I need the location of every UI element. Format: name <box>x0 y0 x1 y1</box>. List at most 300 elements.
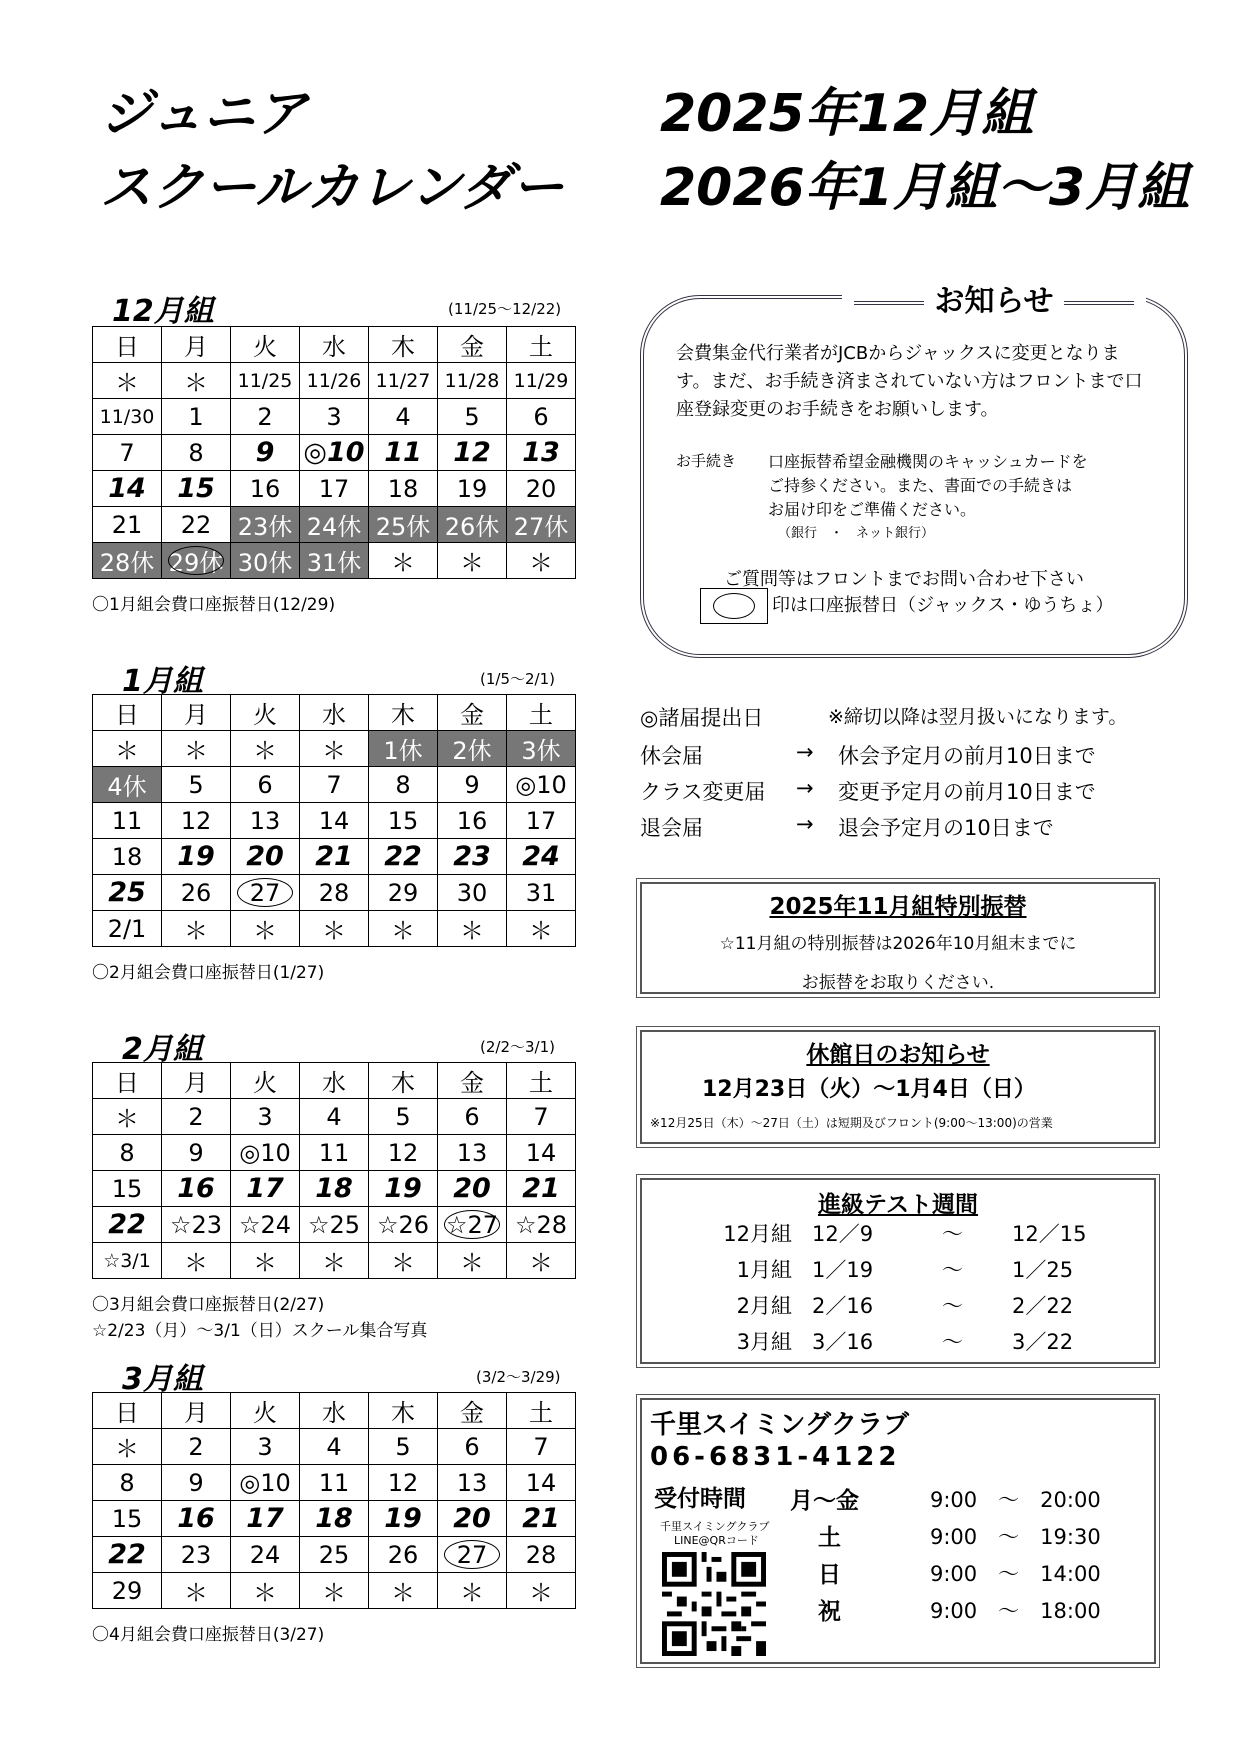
day-label: ＊ <box>253 737 277 765</box>
day-label: 20 <box>453 1503 491 1534</box>
day-label: 18 <box>315 1173 353 1204</box>
day-cell <box>300 803 369 839</box>
weekday-cell: 水 <box>300 695 369 731</box>
week-row <box>93 1501 576 1537</box>
day-label: ＊ <box>253 1249 277 1277</box>
transfer-day-oval <box>444 1210 500 1239</box>
day-cell <box>162 1099 231 1135</box>
day-cell <box>300 1135 369 1171</box>
day-label: 8 <box>119 1138 135 1167</box>
week-row <box>93 1099 576 1135</box>
cal-2-note-2: ☆2/23（月）～3/1（日）スクール集合写真 <box>92 1321 428 1341</box>
filing-arrow: → <box>796 776 814 800</box>
day-cell <box>369 1243 438 1279</box>
day-label: 24 <box>522 841 560 872</box>
day-cell <box>369 471 438 507</box>
day-cell <box>162 1243 231 1279</box>
week-row <box>93 1429 576 1465</box>
day-label: 21 <box>522 1173 560 1204</box>
test-to: 3／22 <box>1012 1330 1074 1354</box>
day-cell <box>438 731 507 767</box>
weekday-cell: 日 <box>93 695 162 731</box>
day-cell <box>369 731 438 767</box>
calendar-january <box>92 694 576 947</box>
transfer-day-oval <box>168 546 224 575</box>
day-label: 15 <box>111 1174 143 1203</box>
weekday-cell: 土 <box>507 1063 576 1099</box>
day-cell <box>162 363 231 399</box>
day-cell <box>231 767 300 803</box>
club-name: 千里スイミングクラブ <box>650 1410 909 1440</box>
weekday-cell: 木 <box>369 327 438 363</box>
mark-oval-sample <box>700 588 768 624</box>
test-sep: ～ <box>942 1222 963 1246</box>
notice-body: 会費集金代行業者がJCBからジャックスに変更となります。まだ、お手続き済まされていない方はフロントまで口座登録変更のお手続きをお願いします。 <box>676 343 1143 420</box>
day-label: 21 <box>315 841 353 872</box>
day-cell <box>162 1207 231 1243</box>
day-cell <box>93 543 162 579</box>
weekday-cell: 火 <box>231 1063 300 1099</box>
day-label: ＊ <box>184 1249 208 1277</box>
test-group: 2月組 <box>736 1294 792 1318</box>
day-cell <box>93 1501 162 1537</box>
test-to: 1／25 <box>1012 1258 1074 1282</box>
week-row <box>93 1135 576 1171</box>
day-cell <box>369 543 438 579</box>
day-label: 28 <box>318 878 350 907</box>
day-cell <box>438 1171 507 1207</box>
day-label: 17 <box>318 474 350 503</box>
day-cell <box>93 363 162 399</box>
cal-2-title: 2月組 <box>122 1032 203 1067</box>
notice-proc-label: お手続き <box>676 452 737 470</box>
day-label: ＊ <box>115 1105 139 1133</box>
day-cell <box>162 731 231 767</box>
day-label: 7 <box>533 1102 549 1131</box>
day-label: ＊ <box>322 737 346 765</box>
day-label: ＊ <box>184 917 208 945</box>
day-cell <box>93 1429 162 1465</box>
day-cell <box>231 1537 300 1573</box>
special-transfer-box <box>640 882 1156 994</box>
day-label: 21 <box>111 510 143 539</box>
day-cell <box>507 731 576 767</box>
day-label: ＊ <box>391 917 415 945</box>
day-label: 13 <box>456 1468 488 1497</box>
day-cell <box>507 1429 576 1465</box>
day-cell <box>300 1429 369 1465</box>
weekday-cell: 日 <box>93 327 162 363</box>
day-cell <box>231 1243 300 1279</box>
day-label: ＊ <box>460 1579 484 1607</box>
day-cell <box>162 399 231 435</box>
hours-time: 9:00 ～ 19:30 <box>930 1525 1101 1549</box>
weekday-row <box>93 1063 576 1099</box>
day-cell <box>300 1243 369 1279</box>
day-cell <box>507 543 576 579</box>
day-label: 11/29 <box>513 369 569 392</box>
day-label: 8 <box>119 1468 135 1497</box>
day-cell <box>438 435 507 471</box>
line-qr-code-icon[interactable] <box>662 1552 766 1656</box>
day-label: ＊ <box>391 549 415 577</box>
day-label: 2 <box>188 1432 204 1461</box>
weekday-cell: 水 <box>300 327 369 363</box>
day-cell <box>438 1465 507 1501</box>
day-label: 9 <box>255 437 275 468</box>
day-label: 27 <box>456 1540 488 1569</box>
day-label: 11 <box>318 1468 350 1497</box>
day-label: 16 <box>177 1173 215 1204</box>
title-left-line1: ジュニア <box>100 84 307 144</box>
closed-title: 休館日のお知らせ <box>806 1042 990 1068</box>
day-cell <box>369 1501 438 1537</box>
hours-day: 日 <box>818 1562 841 1588</box>
day-label: 22 <box>384 841 422 872</box>
notice-proc-3: お届け印をご準備ください。 <box>768 500 977 519</box>
day-cell <box>93 1135 162 1171</box>
day-cell <box>369 1171 438 1207</box>
day-cell <box>162 1537 231 1573</box>
day-cell <box>507 471 576 507</box>
day-cell <box>438 507 507 543</box>
club-phone: 06-6831-4122 <box>650 1442 901 1472</box>
hours-label: 受付時間 <box>654 1486 746 1512</box>
day-cell <box>162 839 231 875</box>
day-label: 13 <box>249 806 281 835</box>
closed-note: ※12月25日（木）～27日（土）は短期及びフロント(9:00～13:00)の営業 <box>650 1116 1053 1130</box>
day-label: ＊ <box>529 1579 553 1607</box>
qr-label-1: 千里スイミングクラブ <box>660 1520 770 1533</box>
special-line1: ☆11月組の特別振替は2026年10月組末までに <box>719 934 1077 954</box>
day-label: 5 <box>395 1432 411 1461</box>
day-label: ☆25 <box>307 1210 361 1239</box>
day-label: 4 <box>395 402 411 431</box>
day-label: 9 <box>188 1468 204 1497</box>
cal-12-title: 12月組 <box>112 294 214 329</box>
day-cell <box>162 875 231 911</box>
day-label: 5 <box>395 1102 411 1131</box>
cal-3-range: (3/2～3/29) <box>476 1368 561 1386</box>
day-label: 13 <box>456 1138 488 1167</box>
day-label: 19 <box>177 841 215 872</box>
week-row <box>93 1465 576 1501</box>
day-label: 26 <box>180 878 212 907</box>
cal-12-range: (11/25～12/22) <box>448 300 562 318</box>
day-cell <box>93 803 162 839</box>
day-label: 4 <box>326 1102 342 1131</box>
day-cell <box>369 1573 438 1609</box>
day-cell <box>369 435 438 471</box>
weekday-cell: 金 <box>438 695 507 731</box>
day-label: ☆23 <box>169 1210 223 1239</box>
day-label: 26休 <box>444 513 500 541</box>
week-row <box>93 1243 576 1279</box>
day-cell <box>438 1501 507 1537</box>
day-label: 11/27 <box>375 369 431 392</box>
day-cell <box>300 839 369 875</box>
week-row <box>93 1171 576 1207</box>
day-label: 19 <box>384 1173 422 1204</box>
day-cell <box>369 767 438 803</box>
day-cell <box>93 731 162 767</box>
filing-arrow: → <box>796 740 814 764</box>
day-cell <box>231 435 300 471</box>
day-cell <box>162 911 231 947</box>
day-label: 11/30 <box>99 405 155 428</box>
day-label: 25 <box>108 877 146 908</box>
cal-2-range: (2/2～3/1) <box>480 1038 555 1056</box>
qr-label-2: LINE@QRコード <box>674 1534 759 1547</box>
day-label: 25休 <box>375 513 431 541</box>
day-label: 11/25 <box>237 369 293 392</box>
day-label: ＊ <box>253 1579 277 1607</box>
day-cell <box>438 399 507 435</box>
day-cell <box>162 543 231 579</box>
hours-time: 9:00 ～ 20:00 <box>930 1488 1101 1512</box>
hours-time: 9:00 ～ 18:00 <box>930 1599 1101 1623</box>
day-label: 4休 <box>107 773 147 801</box>
day-label: 12 <box>453 437 491 468</box>
day-label: 23 <box>453 841 491 872</box>
tests-title: 進級テスト週間 <box>817 1192 979 1218</box>
week-row <box>93 435 576 471</box>
hours-time: 9:00 ～ 14:00 <box>930 1562 1101 1586</box>
notice-proc-4: （銀行 ・ ネット銀行） <box>778 526 935 541</box>
weekday-cell: 土 <box>507 1393 576 1429</box>
week-row <box>93 1537 576 1573</box>
day-cell <box>231 839 300 875</box>
cal-12-note: 〇1月組会費口座振替日(12/29) <box>92 595 336 615</box>
day-cell <box>231 1501 300 1537</box>
day-cell <box>231 1135 300 1171</box>
day-cell <box>300 1465 369 1501</box>
day-label: 27 <box>249 878 281 907</box>
day-cell <box>93 507 162 543</box>
day-cell <box>507 875 576 911</box>
day-cell <box>300 471 369 507</box>
calendar-december <box>92 326 576 579</box>
day-label: 15 <box>387 806 419 835</box>
day-label: 11/28 <box>444 369 500 392</box>
day-label: 30 <box>456 878 488 907</box>
day-label: 27休 <box>513 513 569 541</box>
hours-day: 月～金 <box>790 1488 859 1514</box>
test-from: 2／16 <box>812 1294 874 1318</box>
calendar-february <box>92 1062 576 1279</box>
day-cell <box>438 1207 507 1243</box>
day-label: ＊ <box>529 1249 553 1277</box>
day-cell <box>93 1099 162 1135</box>
day-cell <box>369 1429 438 1465</box>
day-label: 3 <box>257 1102 273 1131</box>
day-label: 31 <box>525 878 557 907</box>
day-label: ＊ <box>460 549 484 577</box>
day-cell <box>507 1207 576 1243</box>
day-cell <box>300 1207 369 1243</box>
closed-box <box>640 1030 1156 1144</box>
day-cell <box>231 1573 300 1609</box>
day-cell <box>162 507 231 543</box>
day-label: 3 <box>257 1432 273 1461</box>
week-row <box>93 1207 576 1243</box>
day-label: 18 <box>315 1503 353 1534</box>
weekday-cell: 金 <box>438 1063 507 1099</box>
day-cell <box>507 1573 576 1609</box>
day-cell <box>507 803 576 839</box>
day-cell <box>438 543 507 579</box>
day-label: ＊ <box>184 1579 208 1607</box>
test-group: 3月組 <box>736 1330 792 1354</box>
day-label: 7 <box>119 438 135 467</box>
day-label: 6 <box>464 1432 480 1461</box>
title-right-line1: 2025年12月組 <box>660 84 1034 144</box>
notice-title: お知らせ <box>842 276 1146 320</box>
weekday-cell: 水 <box>300 1063 369 1099</box>
day-label: ＊ <box>115 369 139 397</box>
weekday-cell: 日 <box>93 1393 162 1429</box>
day-cell <box>300 1537 369 1573</box>
day-cell <box>162 1135 231 1171</box>
day-cell <box>300 1171 369 1207</box>
day-cell <box>93 1207 162 1243</box>
day-cell <box>507 911 576 947</box>
closed-dates: 12月23日（火）～1月4日（日） <box>702 1077 1036 1102</box>
weekday-cell: 月 <box>162 695 231 731</box>
day-label: 22 <box>108 1209 146 1240</box>
title-right-line2: 2026年1月組～3月組 <box>660 158 1190 218</box>
day-label: ◎10 <box>239 1138 291 1167</box>
test-sep: ～ <box>942 1258 963 1282</box>
day-label: 14 <box>108 473 146 504</box>
week-row <box>93 803 576 839</box>
day-label: ＊ <box>391 1249 415 1277</box>
day-cell <box>507 767 576 803</box>
day-label: 1休 <box>383 737 423 765</box>
day-cell <box>93 911 162 947</box>
day-cell <box>231 399 300 435</box>
day-cell <box>231 363 300 399</box>
day-label: ＊ <box>115 1435 139 1463</box>
day-label: 22 <box>180 510 212 539</box>
day-cell <box>93 435 162 471</box>
day-label: ☆26 <box>376 1210 430 1239</box>
day-cell <box>300 543 369 579</box>
weekday-row <box>93 695 576 731</box>
day-label: ＊ <box>253 917 277 945</box>
day-cell <box>438 767 507 803</box>
day-cell <box>369 363 438 399</box>
day-cell <box>93 1537 162 1573</box>
day-label: 6 <box>257 770 273 799</box>
week-row <box>93 767 576 803</box>
day-label: 21 <box>522 1503 560 1534</box>
day-cell <box>369 399 438 435</box>
day-cell <box>438 911 507 947</box>
day-cell <box>369 803 438 839</box>
day-cell <box>438 363 507 399</box>
week-row <box>93 911 576 947</box>
weekday-cell: 日 <box>93 1063 162 1099</box>
day-label: 12 <box>387 1138 419 1167</box>
day-cell <box>300 507 369 543</box>
day-cell <box>507 1465 576 1501</box>
day-label: 5 <box>188 770 204 799</box>
day-cell <box>162 1465 231 1501</box>
day-label: 1 <box>188 402 204 431</box>
weekday-cell: 月 <box>162 1393 231 1429</box>
day-cell <box>231 507 300 543</box>
day-cell <box>369 875 438 911</box>
day-label: 24休 <box>306 513 362 541</box>
day-cell <box>300 767 369 803</box>
day-label: ☆3/1 <box>103 1249 151 1272</box>
day-cell <box>507 435 576 471</box>
day-cell <box>300 731 369 767</box>
day-cell <box>507 1135 576 1171</box>
special-title: 2025年11月組特別振替 <box>769 894 1027 920</box>
day-label: 14 <box>525 1138 557 1167</box>
day-cell <box>231 1429 300 1465</box>
day-cell <box>438 1243 507 1279</box>
day-cell <box>438 1429 507 1465</box>
transfer-day-oval <box>237 878 293 907</box>
day-label: 2 <box>257 402 273 431</box>
day-cell <box>369 1207 438 1243</box>
day-cell <box>438 471 507 507</box>
day-label: 19 <box>384 1503 422 1534</box>
day-cell <box>438 1099 507 1135</box>
day-cell <box>369 507 438 543</box>
day-cell <box>300 911 369 947</box>
test-sep: ～ <box>942 1294 963 1318</box>
day-label: 7 <box>533 1432 549 1461</box>
day-label: 29 <box>111 1576 143 1605</box>
day-cell <box>369 911 438 947</box>
week-row <box>93 399 576 435</box>
day-cell <box>507 399 576 435</box>
day-cell <box>369 1537 438 1573</box>
day-cell <box>231 803 300 839</box>
day-cell <box>162 1429 231 1465</box>
day-label: ＊ <box>115 737 139 765</box>
weekday-row <box>93 1393 576 1429</box>
day-cell <box>231 1207 300 1243</box>
filings-title: ◎諸届提出日 <box>640 706 764 730</box>
filing-desc: 退会予定月の10日まで <box>838 816 1054 840</box>
day-label: ＊ <box>322 1249 346 1277</box>
weekday-cell: 金 <box>438 327 507 363</box>
test-to: 2／22 <box>1012 1294 1074 1318</box>
day-label: 14 <box>525 1468 557 1497</box>
day-cell <box>300 1573 369 1609</box>
day-label: ＊ <box>184 369 208 397</box>
week-row <box>93 543 576 579</box>
week-row <box>93 363 576 399</box>
day-label: 15 <box>177 473 215 504</box>
week-row <box>93 839 576 875</box>
day-label: ＊ <box>529 549 553 577</box>
day-label: 6 <box>533 402 549 431</box>
weekday-cell: 木 <box>369 1393 438 1429</box>
day-cell <box>300 399 369 435</box>
day-cell <box>300 363 369 399</box>
day-label: 4 <box>326 1432 342 1461</box>
day-cell <box>231 1099 300 1135</box>
test-from: 1／19 <box>812 1258 874 1282</box>
hours-day: 土 <box>818 1525 841 1551</box>
day-label: 18 <box>387 474 419 503</box>
